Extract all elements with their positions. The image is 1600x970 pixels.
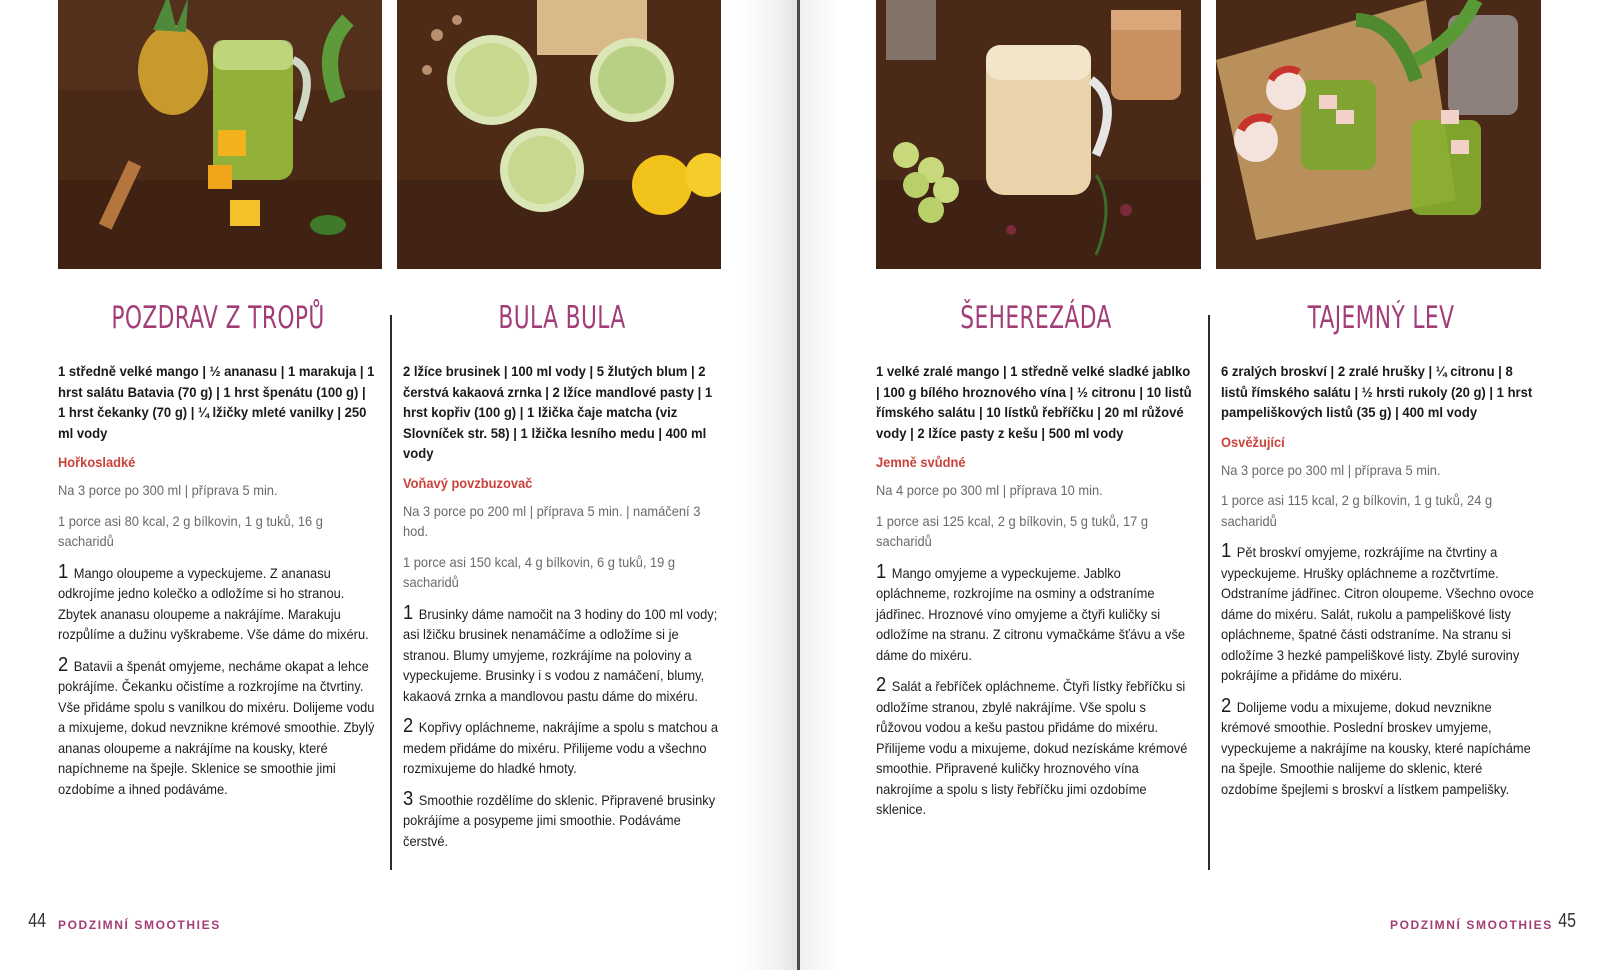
nutrition-info: 1 porce asi 115 kcal, 2 g bílkovin, 1 g tuků, 24 g sacharidů — [1221, 492, 1493, 529]
recipe-step — [403, 789, 719, 852]
step-number: 1 — [58, 560, 69, 583]
step-text: Kopřivy opláchneme, nakrájíme a spolu s matchou a medem přidáme do mixéru. Přilijeme vodu a všechno rozmixujeme do hladké hmoty. — [403, 719, 719, 776]
section-label-left: PODZIMNÍ SMOOTHIES — [58, 918, 221, 932]
column-divider-right — [1208, 315, 1210, 870]
page-number-right: 45 — [1558, 910, 1577, 932]
step-text: Salát a řebříček opláchneme. Čtyři lístky řebříčku si odložíme stranou, zbylé nakrájíme. Vše spolu s růžovou vodou a kešu pastou přidáme do mixéru. Přilijeme vodu a mixujeme, dokud nezískáme krémové smoothie. Připravené kuličky hroznového vína nakrojíme a spolu s listy řebříčku jimi ozdobíme sklenice. — [876, 678, 1188, 817]
column-divider-left — [390, 315, 392, 870]
step-text: Mango omyjeme a vypeckujeme. Jablko opláchneme, rozkrojíme na osminy a odstraníme jádřinec. Hroznové víno omyjeme a čtyři kuličky si odložíme na stranu. Z citronu vymačkáme šťávu a vše dáme do mixéru. — [876, 564, 1186, 663]
photo-bula-smoothie — [397, 0, 721, 269]
recipe-bula-bula — [403, 300, 721, 851]
photo-seherezada-smoothie — [876, 0, 1201, 269]
taste-label: Voňavý povzbuzovač — [403, 474, 533, 491]
nutrition-info: 1 porce asi 150 kcal, 4 g bílkovin, 6 g tuků, 19 g sacharidů — [403, 553, 676, 590]
nutrition-info: 1 porce asi 80 kcal, 2 g bílkovin, 1 g tuků, 16 g sacharidů — [58, 512, 323, 549]
step-text: Dolijeme vodu a mixujeme, dokud nevznikne krémové smoothie. Poslední broskev umyjeme, vypeckujeme a nakrájíme na kousky, které napícháme na špejle. Smoothie nalijeme do sklenic, které ozdobíme špejlemi s broskví a lístkem pampelišky. — [1221, 698, 1531, 797]
step-number: 2 — [876, 674, 887, 696]
taste-label: Jemně svůdné — [876, 454, 966, 470]
gutter-shadow-right — [800, 0, 840, 970]
gutter-shadow — [740, 0, 800, 970]
step-number: 1 — [403, 601, 414, 624]
servings-info: Na 3 porce po 200 ml | příprava 5 min. | namáčení 3 hod. — [403, 502, 701, 539]
recipe-step — [58, 655, 376, 800]
recipe-step — [876, 562, 1194, 666]
nutrition-info: 1 porce asi 125 kcal, 2 g bílkovin, 5 g tuků, 17 g sacharidů — [876, 512, 1149, 549]
recipe-step — [403, 716, 719, 779]
step-text: Brusinky dáme namočit na 3 hodiny do 100 ml vody; asi lžičku brusinek nenamáčíme a odložíme si je stranou. Blumy umyjeme, rozkrájíme na poloviny a vypeckujeme. Brusinky i s vodou z namáčení, blumy, kakaová zrnka a mandlovou pastu dáme do mixéru. — [403, 605, 718, 704]
recipe-tajemny-lev — [1221, 300, 1541, 799]
step-number: 3 — [403, 787, 414, 810]
section-label-right: PODZIMNÍ SMOOTHIES — [1390, 918, 1553, 932]
recipe-step — [1221, 541, 1539, 686]
taste-label: Hořkosladké — [58, 454, 136, 470]
taste-label: Osvěžující — [1221, 433, 1285, 450]
step-text: Smoothie rozdělíme do sklenic. Připravené brusinky pokrájíme a posypeme jimi smoothie. Podáváme čerstvé. — [403, 791, 716, 849]
step-number: 2 — [58, 653, 69, 676]
ingredient-list: 1 středně velké mango | ½ ananasu | 1 marakuja | 1 hrst salátu Batavia (70 g) | 1 hrst špenátu (100 g) | 1 hrst čekanky (70 g) | ¼ lžičky mleté vanilky | 250 ml vody — [58, 364, 375, 442]
ingredient-list: 1 velké zralé mango | 1 středně velké sladké jablko | 100 g bílého hroznového vína | ½ citronu | 10 listů římského salátu | 10 lístků řebříčku | 20 ml růžové vody | 2 lžíce pasty z kešu | 500 ml vody — [876, 364, 1192, 442]
recipe-pozdrav-z-tropu — [58, 300, 378, 799]
ingredient-list: 6 zralých broskví | 2 zralé hrušky | ¼ citronu | 8 listů římského salátu | ½ hrsti rukoly (20 g) | 1 hrst pampeliškových listů (35 g) | 400 ml vody — [1221, 364, 1533, 421]
servings-info: Na 4 porce po 300 ml | příprava 10 min. — [876, 482, 1103, 498]
step-number: 1 — [876, 560, 887, 583]
servings-info: Na 3 porce po 300 ml | příprava 5 min. — [58, 482, 278, 498]
step-text: Mango oloupeme a vypeckujeme. Z ananasu odkrojíme jedno kolečko a odložíme si ho stranou. Zbytek ananasu oloupeme a nakrájíme. Marakuju rozpůlíme a dužinu vyškrabeme. Vše dáme do mixéru. — [58, 564, 369, 642]
step-text: Pět broskví omyjeme, rozkrájíme na čtvrtiny a vypeckujeme. Hrušky opláchneme a rozčtvrtíme. Odstraníme jádřinec. Citron oloupeme. Všechno ovoce dáme do mixéru. Salát, rukolu a pampeliškové listy opláchneme, špatné části odstraníme. Na stranu si odložíme 3 hezké pampeliškové listy. Zbylé suroviny pokrájíme a přidáme do mixéru. — [1221, 544, 1534, 683]
servings-info: Na 3 porce po 300 ml | příprava 5 min. — [1221, 461, 1441, 478]
photo-tropical-smoothie — [58, 0, 382, 269]
recipe-step — [876, 675, 1194, 820]
step-number: 1 — [1221, 540, 1232, 562]
step-number: 2 — [1221, 694, 1232, 717]
recipe-title: TAJEMNÝ LEV — [1307, 300, 1455, 336]
recipe-title: POZDRAV Z TROPŮ — [111, 300, 325, 336]
step-text: Batavii a špenát omyjeme, necháme okapat a lehce pokrájíme. Čekanku očistíme a rozkrojíme na čtvrtiny. Vše přidáme spolu s vanilkou do mixéru. Dolijeme vodu a mixujeme, dokud nevznikne krémové smoothie. Zbylý ananas oloupeme a nakrájíme na kousky, které napíchneme na špejle. Sklenice se smoothie jimi ozdobíme a ihned podáváme. — [58, 657, 375, 797]
recipe-step — [1221, 696, 1539, 800]
ingredient-list: 2 lžíce brusinek | 100 ml vody | 5 žlutých blum | 2 čerstvá kakaová zrnka | 2 lžíce mandlové pasty | 1 hrst kopřiv (100 g) | 1 lžička čaje matcha (viz Slovníček str. 58) | 1 lžička lesního medu | 400 ml vody — [403, 364, 713, 462]
recipe-title: ŠEHEREZÁDA — [960, 300, 1112, 336]
recipe-seherezada — [876, 300, 1196, 820]
recipe-step — [403, 603, 719, 707]
recipe-step — [58, 562, 376, 645]
book-spine — [797, 0, 800, 970]
photo-tajemny-lev-smoothie — [1216, 0, 1541, 269]
step-number: 2 — [403, 715, 414, 737]
recipe-title: BULA BULA — [498, 300, 626, 336]
page-number-left: 44 — [28, 910, 47, 932]
